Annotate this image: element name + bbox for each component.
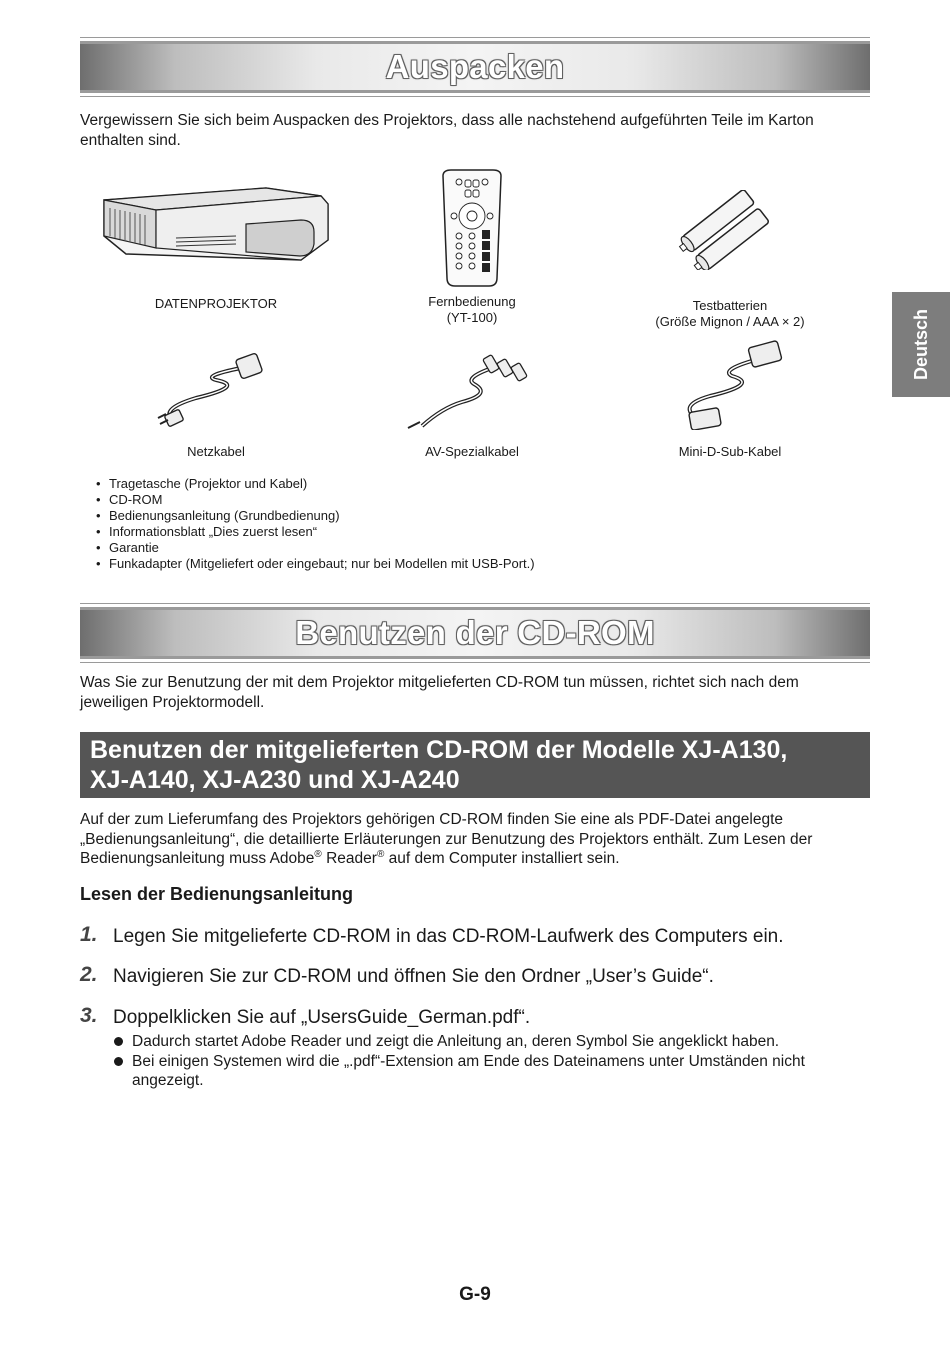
caption-projector: DATENPROJEKTOR xyxy=(154,296,278,311)
caption-batteries-line1: Testbatterien xyxy=(692,298,768,313)
list-item: • Informationsblatt „Dies zuerst lesen“ xyxy=(95,524,535,540)
paragraph-text-part2: Reader xyxy=(321,850,377,867)
subsection-title-bar xyxy=(80,732,870,798)
section-title: Auspacken xyxy=(385,48,565,85)
figure-projector xyxy=(96,180,336,312)
list-item: • Tragetasche (Projektor und Kabel) xyxy=(95,476,535,492)
paragraph-text-part1: Auf der zum Lieferumfang des Projektors gehörigen CD-ROM finden Sie eine als PDF-Datei angelegte „Bedienungsanleitung“, die detaillierte Erläuterungen zur Benutzung des Projektors enthält. Zum Lesen der Bedienungsanleitung muss Adobe xyxy=(80,811,813,867)
intro-paragraph: Vergewissern Sie sich beim Auspacken des Projektors, dass alle nachstehend aufgeführten Teile im Karton enthalten sind. xyxy=(80,112,814,149)
caption-dsub-cable: Mini-D-Sub-Kabel xyxy=(678,444,782,459)
list-item: Bei einigen Systemen wird die „.pdf“-Extension am Ende des Dateinamens unter Umständen nicht angezeigt. xyxy=(113,1052,853,1091)
section-title: Benutzen der CD-ROM xyxy=(295,614,655,651)
list-item: • Bedienungsanleitung (Grundbedienung) xyxy=(95,508,535,524)
caption-power-cable: Netzkabel xyxy=(187,444,245,459)
step3-notes xyxy=(113,1032,853,1091)
batteries-illustration xyxy=(670,190,790,270)
remote-control-illustration xyxy=(437,168,507,288)
figure-dsub-cable xyxy=(630,340,830,460)
subsection-heading: Lesen der Bedienungsanleitung xyxy=(80,884,354,904)
figure-batteries xyxy=(630,190,830,330)
list-item: • Funkadapter (Mitgeliefert oder eingebaut; nur bei Modellen mit USB-Port.) xyxy=(95,556,535,572)
registered-mark: ® xyxy=(314,848,322,860)
caption-remote-line2: (YT-100) xyxy=(446,310,498,325)
list-item: Dadurch startet Adobe Reader und zeigt die Anleitung an, deren Symbol Sie angeklickt haben. xyxy=(113,1032,853,1052)
section-banner-auspacken xyxy=(80,41,870,93)
step-number: 1. xyxy=(80,923,98,946)
step-text: Navigieren Sie zur CD-ROM und öffnen Sie den Ordner „User’s Guide“. xyxy=(113,966,714,987)
step-number: 2. xyxy=(80,963,98,986)
registered-mark: ® xyxy=(376,848,385,860)
subsection-title-line1: Benutzen der mitgelieferten CD-ROM der Modelle XJ-A130, xyxy=(90,736,788,764)
extras-list xyxy=(95,476,535,572)
list-item: • Garantie xyxy=(95,540,535,556)
step-number: 3. xyxy=(80,1004,98,1027)
step-text: Legen Sie mitgelieferte CD-ROM in das CD-ROM-Laufwerk des Computers ein. xyxy=(113,926,784,947)
figure-av-cable xyxy=(372,350,572,460)
list-item: • CD-ROM xyxy=(95,492,535,508)
language-label: Deutsch xyxy=(910,308,931,381)
cd-rom-intro-paragraph: Was Sie zur Benutzung der mit dem Projektor mitgelieferten CD-ROM tun müssen, richtet sich nach dem jeweiligen Projektormodell. xyxy=(80,674,799,711)
av-cable-illustration xyxy=(402,350,542,430)
caption-remote-line1: Fernbedienung xyxy=(428,294,516,309)
power-cable-illustration xyxy=(146,350,286,430)
language-side-tab xyxy=(892,292,950,397)
section-banner-cd-rom xyxy=(80,607,870,659)
page-number: G-9 xyxy=(459,1284,491,1305)
figure-remote xyxy=(372,168,572,326)
subsection-paragraph xyxy=(80,810,870,869)
subsection-title-line2: XJ-A140, XJ-A230 und XJ-A240 xyxy=(90,766,460,794)
dsub-cable-illustration xyxy=(660,340,800,430)
step-text: Doppelklicken Sie auf „UsersGuide_German.pdf“. xyxy=(113,1007,531,1028)
projector-illustration xyxy=(96,180,336,270)
caption-av-cable: AV-Spezialkabel xyxy=(425,444,519,459)
figure-power-cable xyxy=(116,350,316,460)
paragraph-text-part3: auf dem Computer installiert sein. xyxy=(384,850,620,867)
caption-batteries-line2: (Größe Mignon / AAA × 2) xyxy=(655,314,805,329)
